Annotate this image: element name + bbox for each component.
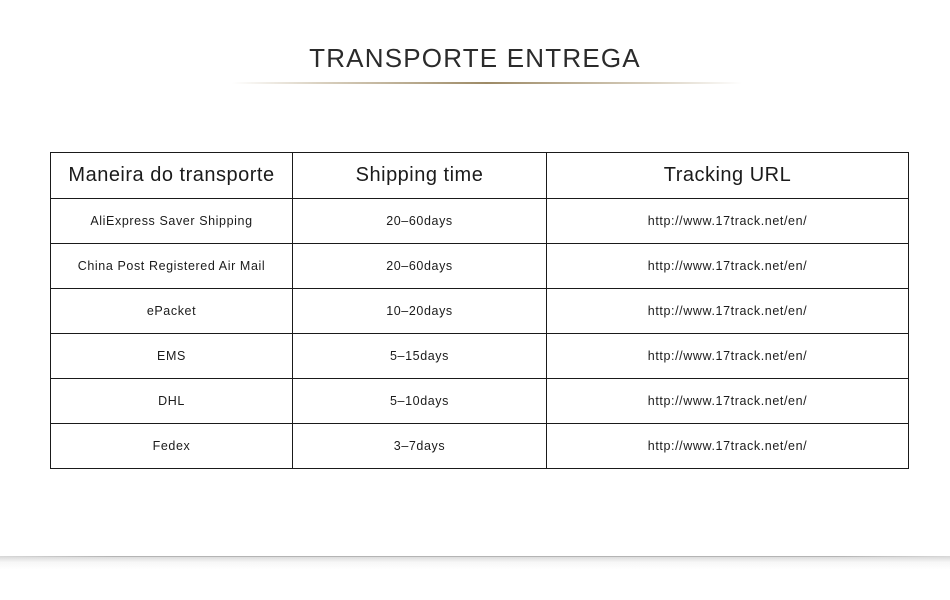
cell-method: Fedex (51, 424, 293, 469)
cell-method: EMS (51, 334, 293, 379)
cell-shipping-time: 5–10days (293, 379, 547, 424)
column-header-method: Maneira do transporte (51, 153, 293, 199)
shipping-table-container (50, 152, 908, 469)
cell-method: China Post Registered Air Mail (51, 244, 293, 289)
cell-tracking-url[interactable]: http://www.17track.net/en/ (547, 379, 909, 424)
bottom-shadow-divider (0, 556, 950, 570)
column-header-shipping-time: Shipping time (293, 153, 547, 199)
table-row (51, 199, 909, 244)
cell-tracking-url[interactable]: http://www.17track.net/en/ (547, 289, 909, 334)
table-header (51, 153, 909, 199)
cell-tracking-url[interactable]: http://www.17track.net/en/ (547, 199, 909, 244)
table-row (51, 244, 909, 289)
table-row (51, 424, 909, 469)
shipping-table (50, 152, 909, 469)
page-title-container (0, 44, 950, 73)
cell-shipping-time: 10–20days (293, 289, 547, 334)
cell-tracking-url[interactable]: http://www.17track.net/en/ (547, 244, 909, 289)
table-body (51, 199, 909, 469)
cell-method: DHL (51, 379, 293, 424)
cell-tracking-url[interactable]: http://www.17track.net/en/ (547, 424, 909, 469)
table-row (51, 379, 909, 424)
cell-shipping-time: 20–60days (293, 244, 547, 289)
column-header-tracking-url: Tracking URL (547, 153, 909, 199)
cell-method: ePacket (51, 289, 293, 334)
table-row (51, 289, 909, 334)
cell-shipping-time: 5–15days (293, 334, 547, 379)
table-header-row (51, 153, 909, 199)
table-row (51, 334, 909, 379)
title-divider (232, 82, 742, 84)
cell-tracking-url[interactable]: http://www.17track.net/en/ (547, 334, 909, 379)
cell-shipping-time: 3–7days (293, 424, 547, 469)
cell-method: AliExpress Saver Shipping (51, 199, 293, 244)
page-title: TRANSPORTE ENTREGA (309, 43, 641, 73)
cell-shipping-time: 20–60days (293, 199, 547, 244)
